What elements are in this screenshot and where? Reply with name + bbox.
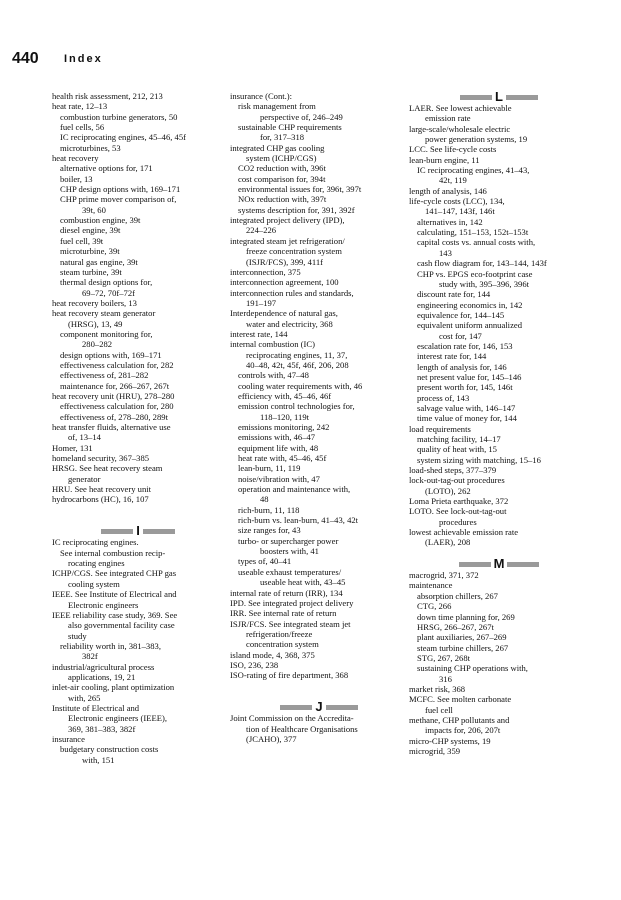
index-subentry: sustainable CHP requirements — [238, 122, 342, 133]
index-entry: hydrocarbons (HC), 16, 107 — [52, 494, 149, 505]
index-subentry: efficiency with, 45–46, 46f — [238, 390, 332, 401]
index-subentry: CO2 reduction with, 396t — [238, 163, 326, 174]
page-header — [12, 50, 612, 72]
index-subentry: IC reciprocating engines, 41–43, — [417, 165, 530, 176]
index-subentry: microturbines, 53 — [60, 142, 121, 153]
index-entry: homeland security, 367–385 — [52, 453, 150, 464]
index-subentry: 42t, 119 — [439, 175, 467, 186]
index-entry: lowest achievable emission rate — [409, 527, 519, 538]
index-subentry: quality of heat with, 15 — [417, 444, 497, 455]
index-subentry: 316 — [439, 673, 452, 684]
letter-heading-text: L — [495, 89, 503, 104]
index-subentry: emissions with, 46–47 — [238, 432, 316, 443]
index-subentry: present worth for, 145, 146t — [417, 382, 513, 393]
index-entry: load-shed steps, 377–379 — [409, 465, 497, 476]
index-subentry: controls with, 47–48 — [238, 370, 309, 381]
index-subentry: (ISJR/FCS), 399, 411f — [246, 256, 324, 267]
index-subentry: with, 151 — [82, 754, 115, 765]
heading-bar-left — [459, 562, 491, 567]
index-entry: length of analysis, 146 — [409, 185, 487, 196]
index-subentry: combustion turbine generators, 50 — [60, 111, 178, 122]
index-subentry: effectiveness of, 278–280, 289t — [60, 411, 168, 422]
index-entry: IEEE reliability case study, 369. See — [52, 609, 178, 620]
index-subentry: rich-burn vs. lean-burn, 41–43, 42t — [238, 515, 359, 526]
index-entry: internal rate of return (IRR), 134 — [230, 587, 343, 598]
index-subentry: refrigeration/freeze — [246, 628, 313, 639]
index-entry: microgrid, 359 — [409, 745, 461, 756]
index-subentry: emissions monitoring, 242 — [238, 422, 330, 432]
index-subentry: 369, 381–383, 382f — [68, 723, 136, 734]
index-subentry: net present value for, 145–146 — [417, 371, 522, 382]
index-entry: integrated CHP gas cooling — [230, 142, 325, 153]
index-subentry: component monitoring for, — [60, 328, 153, 339]
index-entry: life-cycle costs (LCC), 134, — [409, 196, 505, 207]
index-subentry: useable heat with, 43–45 — [260, 577, 346, 588]
index-subentry: thermal design options for, — [60, 277, 153, 288]
index-subentry: useable exhaust temperatures/ — [238, 566, 342, 577]
index-entry: industrial/agricultural process — [52, 661, 155, 672]
index-subentry: (JCAHO), 377 — [246, 733, 297, 744]
heading-bar-left — [280, 705, 312, 710]
index-subentry: plant auxiliaries, 267–269 — [417, 632, 507, 643]
index-subentry: STG, 267, 268t — [417, 652, 470, 663]
index-entry: heat rate, 12–13 — [52, 101, 108, 112]
index-subentry: perspective of, 246–249 — [260, 111, 343, 122]
index-subentry: 382f — [82, 651, 98, 662]
index-entry: IC reciprocating engines. — [52, 537, 139, 548]
index-subentry: turbo- or supercharger power — [238, 535, 339, 546]
index-subentry: equipment life with, 48 — [238, 442, 319, 453]
index-subentry: applications, 19, 21 — [68, 671, 136, 682]
index-entry: interest rate, 144 — [230, 328, 288, 339]
index-subentry: 280–282 — [82, 339, 113, 350]
heading-bar-right — [506, 95, 538, 100]
index-subentry: capital costs vs. annual costs with, — [417, 237, 536, 248]
index-entry: HRU. See heat recovery unit — [52, 484, 152, 495]
index-subentry: steam turbine chillers, 267 — [417, 642, 509, 653]
index-subentry: reliability worth in, 381–383, — [60, 640, 161, 651]
index-subentry: IC reciprocating engines, 45–46, 45f — [60, 132, 187, 143]
index-subentry: emission rate — [425, 113, 471, 124]
index-entry: ISO, 236, 238 — [230, 659, 279, 670]
index-entry: interconnection rules and standards, — [230, 287, 354, 298]
index-subentry: absorption chillers, 267 — [417, 590, 498, 601]
index-subentry: with, 265 — [68, 692, 101, 703]
index-subentry: emission control technologies for, — [238, 401, 355, 412]
index-subentry: escalation rate for, 146, 153 — [417, 340, 513, 351]
index-entry: Loma Prieta earthquake, 372 — [409, 496, 509, 507]
index-entry: heat recovery steam generator — [52, 308, 156, 319]
index-subentry: system (ICHP/CGS) — [246, 153, 317, 164]
heading-bar-right — [507, 562, 539, 567]
index-entry: interconnection, 375 — [230, 266, 301, 277]
index-subentry: process of, 143 — [417, 392, 470, 403]
index-subentry: HRSG, 266–267, 267t — [417, 621, 494, 632]
index-subentry: engineering economics in, 142 — [417, 299, 523, 310]
index-subentry: 224–226 — [246, 225, 277, 236]
letter-heading — [409, 558, 589, 570]
index-subentry: sustaining CHP operations with, — [417, 663, 528, 674]
index-column-2 — [230, 91, 408, 744]
heading-bar-left — [460, 95, 492, 100]
index-entry: heat recovery — [52, 153, 99, 164]
index-entry: large-scale/wholesale electric — [409, 123, 511, 134]
index-subentry: time value of money for, 144 — [417, 413, 517, 424]
index-subentry: system sizing with matching, 15–16 — [417, 454, 541, 465]
index-subentry: combustion engine, 39t — [60, 215, 141, 226]
index-subentry: Electronic engineers — [68, 599, 139, 610]
index-subentry: cash flow diagram for, 143–144, 143f — [417, 258, 547, 269]
index-subentry: equivalence for, 144–145 — [417, 309, 505, 320]
index-subentry: cooling water requirements with, 46 — [238, 380, 363, 391]
index-entry: IEEE. See Institute of Electrical and — [52, 589, 177, 600]
index-entry: lean-burn engine, 11 — [409, 154, 480, 165]
index-subentry: also governmental facility case — [68, 620, 175, 631]
index-subentry: rocating engines — [68, 558, 125, 569]
index-subentry: 118–120, 119t — [260, 411, 310, 422]
index-subentry: Electronic engineers (IEEE), — [68, 713, 168, 724]
index-column-3 — [409, 91, 589, 756]
heading-bar-right — [326, 705, 358, 710]
index-entry: interconnection agreement, 100 — [230, 277, 339, 288]
index-subentry: salvage value with, 146–147 — [417, 402, 516, 413]
index-subentry: natural gas engine, 39t — [60, 256, 138, 267]
index-subentry: effectiveness calculation for, 282 — [60, 359, 174, 370]
index-subentry: boosters with, 41 — [260, 546, 319, 557]
index-entry: Institute of Electrical and — [52, 702, 140, 713]
heading-bar-left — [101, 529, 133, 534]
index-subentry: maintenance for, 266–267, 267t — [60, 380, 170, 391]
index-entry: LCC. See life-cycle costs — [409, 144, 497, 155]
index-subentry: 191–197 — [246, 297, 277, 308]
index-entry: LAER. See lowest achievable — [409, 103, 512, 113]
index-subentry: impacts for, 206, 207t — [425, 725, 501, 736]
index-subentry: 40–48, 42t, 45f, 46f, 206, 208 — [246, 359, 349, 370]
index-subentry: lean-burn, 11, 119 — [238, 463, 301, 474]
index-subentry: cost comparison for, 394t — [238, 173, 326, 184]
index-subentry: of, 13–14 — [68, 432, 101, 443]
index-entry: insurance — [52, 733, 85, 744]
index-subentry: types of, 40–41 — [238, 556, 292, 567]
index-subentry: cost for, 147 — [439, 330, 482, 341]
index-entry: Interdependence of natural gas, — [230, 308, 338, 319]
index-subentry: reciprocating engines, 11, 37, — [246, 349, 348, 360]
index-subentry: 48 — [260, 494, 269, 505]
heading-bar-right — [143, 529, 175, 534]
index-subentry: steam turbine, 39t — [60, 266, 122, 277]
index-subentry: effectiveness calculation for, 280 — [60, 401, 174, 412]
index-entry: maintenance — [409, 580, 453, 591]
letter-heading-text: I — [136, 523, 140, 539]
running-head: Index — [64, 53, 103, 65]
index-subentry: fuel cells, 56 — [60, 122, 105, 133]
index-entry: insurance (Cont.): — [230, 91, 293, 101]
index-subentry: study with, 395–396, 396t — [439, 278, 529, 289]
index-entry: internal combustion (IC) — [230, 339, 315, 350]
index-entry: Joint Commission on the Accredita- — [230, 713, 354, 724]
index-subentry: down time planning for, 269 — [417, 611, 515, 622]
index-entry: micro-CHP systems, 19 — [409, 735, 491, 746]
letter-heading — [230, 701, 408, 713]
index-subentry: interest rate for, 144 — [417, 351, 487, 362]
index-entry: HRSG. See heat recovery steam — [52, 463, 163, 474]
letter-heading-text: M — [493, 556, 505, 572]
index-subentry: water and electricity, 368 — [246, 318, 333, 329]
index-subentry: tion of Healthcare Organisations — [246, 723, 358, 734]
index-subentry: discount rate for, 144 — [417, 289, 491, 300]
index-entry: island mode, 4, 368, 375 — [230, 649, 315, 660]
index-entry: IPD. See integrated project delivery — [230, 597, 354, 608]
index-subentry: freeze concentration system — [246, 246, 342, 257]
index-entry: macrogrid, 371, 372 — [409, 570, 479, 581]
index-subentry: (HRSG), 13, 49 — [68, 318, 123, 329]
spacer — [52, 505, 224, 515]
index-subentry: budgetary construction costs — [60, 744, 159, 755]
letter-heading — [52, 525, 224, 537]
index-subentry: for, 317–318 — [260, 132, 305, 143]
index-subentry: rich-burn, 11, 118 — [238, 504, 300, 515]
index-entry: heat recovery boilers, 13 — [52, 297, 137, 308]
index-entry: MCFC. See molten carbonate — [409, 694, 512, 705]
index-entry: Homer, 131 — [52, 442, 93, 453]
index-subentry: study — [68, 630, 87, 641]
index-subentry: See internal combustion recip- — [60, 547, 166, 558]
index-entry: methane, CHP pollutants and — [409, 714, 510, 725]
index-entry: market risk, 368 — [409, 683, 466, 694]
index-subentry: CHP design options with, 169–171 — [60, 184, 181, 195]
index-subentry: calculating, 151–153, 152t–153t — [417, 227, 529, 238]
index-subentry: cooling system — [68, 578, 120, 589]
index-entry: ISO-rating of fire department, 368 — [230, 670, 349, 681]
index-subentry: heat rate with, 45–46, 45f — [238, 453, 327, 464]
index-subentry: operation and maintenance with, — [238, 484, 351, 495]
index-entry: integrated project delivery (IPD), — [230, 215, 345, 226]
index-subentry: (LAER), 208 — [425, 537, 471, 548]
index-subentry: 143 — [439, 247, 452, 258]
index-subentry: (LOTO), 262 — [425, 485, 471, 496]
index-subentry: design options with, 169–171 — [60, 349, 162, 360]
index-subentry: NOx reduction with, 397t — [238, 194, 327, 205]
index-subentry: generator — [68, 473, 101, 484]
index-subentry: fuel cell — [425, 704, 453, 715]
index-entry: LOTO. See lock-out-tag-out — [409, 506, 507, 517]
index-entry: integrated steam jet refrigeration/ — [230, 235, 345, 246]
index-subentry: microturbine, 39t — [60, 246, 120, 257]
spacer — [230, 681, 408, 691]
page-number: 440 — [12, 50, 39, 67]
index-subentry: effectiveness of, 281–282 — [60, 370, 149, 381]
index-subentry: risk management from — [238, 101, 316, 112]
index-subentry: 39t, 60 — [82, 204, 106, 215]
index-subentry: alternative options for, 171 — [60, 163, 153, 174]
index-subentry: diesel engine, 39t — [60, 225, 121, 236]
index-subentry: 69–72, 70f–72f — [82, 287, 135, 298]
index-subentry: size ranges for, 43 — [238, 525, 301, 536]
index-subentry: power generation systems, 19 — [425, 134, 528, 145]
letter-heading-text: J — [315, 699, 323, 715]
index-subentry: CHP vs. EPGS eco-footprint case — [417, 268, 533, 279]
index-subentry: length of analysis for, 146 — [417, 361, 507, 372]
index-entry: ISJR/FCS. See integrated steam jet — [230, 618, 351, 629]
index-subentry: environmental issues for, 396t, 397t — [238, 184, 362, 195]
index-entry: heat recovery unit (HRU), 278–280 — [52, 390, 175, 401]
index-subentry: equivalent uniform annualized — [417, 320, 522, 331]
index-subentry: systems description for, 391, 392f — [238, 204, 355, 215]
index-entry: lock-out-tag-out procedures — [409, 475, 505, 486]
index-subentry: 141–147, 143f, 146t — [425, 206, 495, 217]
index-subentry: CTG, 266 — [417, 601, 452, 612]
index-entry: inlet-air cooling, plant optimization — [52, 682, 175, 693]
index-subentry: boiler, 13 — [60, 173, 93, 184]
index-subentry: matching facility, 14–17 — [417, 434, 501, 444]
index-entry: load requirements — [409, 423, 471, 434]
index-subentry: CHP prime mover comparison of, — [60, 194, 177, 205]
letter-heading — [409, 91, 589, 103]
index-entry: ICHP/CGS. See integrated CHP gas — [52, 568, 177, 579]
index-entry: heat transfer fluids, alternative use — [52, 422, 171, 432]
index-column-1 — [52, 91, 224, 765]
index-subentry: concentration system — [246, 639, 319, 650]
index-subentry: fuel cell, 39t — [60, 235, 104, 246]
index-subentry: procedures — [439, 516, 477, 527]
index-entry: IRR. See internal rate of return — [230, 608, 337, 619]
index-subentry: noise/vibration with, 47 — [238, 473, 320, 484]
index-subentry: alternatives in, 142 — [417, 216, 483, 227]
index-entry: health risk assessment, 212, 213 — [52, 91, 163, 101]
